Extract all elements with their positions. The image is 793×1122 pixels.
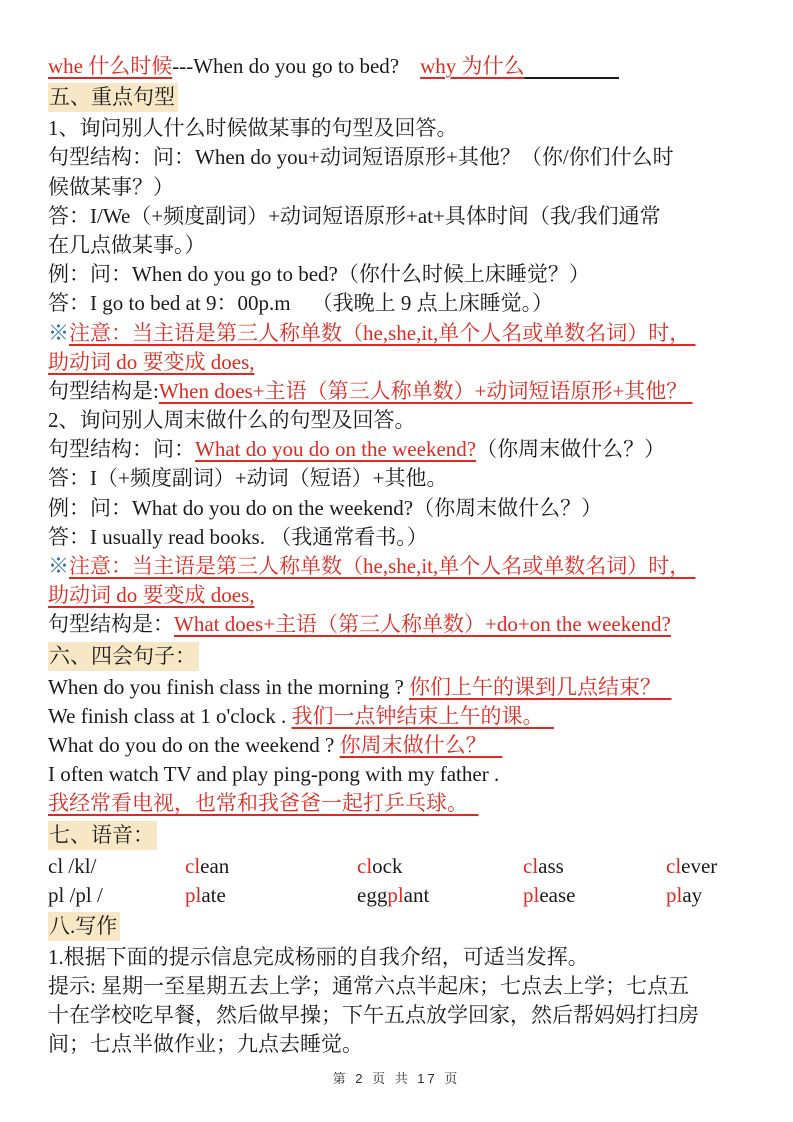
text-segment: 注意：当主语是第三人称单数（he,she,it,单个人名或单数名词）时，	[69, 554, 696, 578]
section-heading-label: 八.写作	[48, 912, 120, 941]
section-heading-label: 七、语音：	[48, 821, 157, 850]
text-segment: What do you do on the weekend?	[195, 437, 477, 462]
text-segment: 间；七点半做作业；九点去睡觉。	[48, 1032, 363, 1057]
text-segment: （你周末做什么？）	[476, 437, 666, 462]
text-segment: 答：I（+频度副词）+动词（短语）+其他。	[48, 466, 448, 491]
text-segment	[525, 54, 620, 78]
phonics-cell	[185, 852, 357, 881]
phonics-segment: ay	[682, 882, 703, 907]
text-segment: 句型结构是：	[48, 612, 174, 637]
text-line	[48, 406, 753, 435]
section-heading-label: 六、四会句子：	[48, 642, 199, 671]
text-line	[48, 348, 753, 377]
text-segment: 我经常看电视，也常和我爸爸一起打乒乓球。	[48, 791, 479, 816]
text-line	[48, 464, 753, 493]
phonics-cell	[185, 881, 357, 910]
phonics-segment: pl /pl /	[48, 882, 103, 907]
phonics-cell	[48, 881, 185, 910]
text-segment: 句型结构：问：	[48, 437, 195, 462]
text-line	[48, 673, 753, 702]
phonics-segment: cl	[357, 853, 373, 878]
page-footer	[0, 1068, 793, 1087]
text-segment: What does+主语（第三人称单数）+do+on the weekend?	[174, 612, 671, 637]
section-heading-label: 五、重点句型	[48, 83, 178, 112]
text-segment: 十在学校吃早餐，然后做早操；下午五点放学回家，然后帮妈妈打扫房	[48, 1003, 699, 1028]
phonics-cell	[357, 852, 523, 881]
text-segment: 例：问：What do you do on the weekend?（你周末做什么？）	[48, 495, 603, 520]
text-segment: whe 什么时候	[48, 54, 173, 78]
text-segment	[291, 291, 312, 315]
phonics-segment: cl	[185, 853, 201, 878]
text-line	[48, 494, 753, 523]
text-line	[48, 972, 753, 1001]
text-segment: 答：I usually read books. （我通常看书。）	[48, 524, 428, 549]
text-segment: 句型结构是:	[48, 378, 159, 403]
text-line	[48, 789, 753, 818]
phonics-segment: pl	[666, 882, 683, 907]
phonics-segment: ease	[539, 882, 576, 907]
section-heading	[48, 640, 753, 673]
text-segment: ※	[48, 320, 69, 345]
text-line	[48, 231, 753, 260]
phonics-segment: ass	[538, 853, 564, 878]
text-line	[48, 143, 753, 172]
phonics-cell	[357, 881, 523, 910]
section-heading	[48, 910, 753, 943]
text-segment: why 为什么	[420, 54, 525, 78]
text-line	[48, 173, 753, 202]
text-segment: We finish class at 1 o'clock .	[48, 703, 292, 728]
text-segment: 在几点做某事。）	[48, 232, 206, 257]
text-segment: 答：I go to bed at 9：00p.m	[48, 291, 291, 316]
phonics-segment: egg	[357, 882, 388, 907]
phonics-segment: ean	[200, 853, 230, 878]
phonics-cell	[666, 852, 717, 881]
text-line	[48, 319, 753, 348]
text-segment: When does+主语（第三人称单数）+动词短语原形+其他？	[158, 378, 693, 403]
phonics-segment: ock	[372, 853, 403, 878]
phonics-segment: cl /kl/	[48, 853, 97, 878]
phonics-segment: ant	[403, 882, 430, 907]
text-segment: 2、询问别人周末做什么的句型及回答。	[48, 408, 416, 433]
phonics-segment: cl	[523, 853, 539, 878]
text-line	[48, 610, 753, 639]
text-line	[48, 52, 753, 81]
text-segment: 助动词 do 要变成 does,	[48, 583, 255, 608]
section-heading	[48, 81, 753, 114]
text-line	[48, 702, 753, 731]
phonics-segment: pl	[387, 882, 404, 907]
text-segment: ---When do you go to bed?	[172, 54, 400, 78]
text-segment: What do you do on the weekend ?	[48, 732, 340, 757]
section-heading	[48, 819, 753, 852]
text-line	[48, 1030, 753, 1059]
text-line	[48, 289, 753, 318]
text-line	[48, 523, 753, 552]
text-line	[48, 552, 753, 581]
text-segment: When do you finish class in the morning ?	[48, 674, 410, 699]
text-line	[48, 435, 753, 464]
text-segment: 例：问：When do you go to bed?（你什么时候上床睡觉？）	[48, 262, 590, 287]
phonics-cell	[523, 881, 666, 910]
text-line	[48, 260, 753, 289]
phonics-row	[48, 852, 753, 881]
text-segment: 1.根据下面的提示信息完成杨丽的自我介绍，可适当发挥。	[48, 944, 589, 969]
text-segment: 1、询问别人什么时候做某事的句型及回答。	[48, 116, 458, 141]
text-line	[48, 943, 753, 972]
text-segment: 候做某事？）	[48, 174, 174, 199]
text-segment: 答：I/We（+频度副词）+动词短语原形+at+具体时间（我/我们通常	[48, 203, 661, 228]
text-segment: 助动词 do 要变成 does,	[48, 349, 255, 374]
document-content	[48, 52, 753, 1060]
phonics-segment: cl	[666, 853, 682, 878]
text-segment: 你们上午的课到几点结束？	[409, 674, 672, 699]
text-segment: 我们一点钟结束上午的课。	[291, 703, 555, 728]
phonics-cell	[666, 881, 702, 910]
text-segment: ※	[48, 554, 69, 578]
text-line	[48, 114, 753, 143]
phonics-segment: ever	[681, 853, 718, 878]
text-line	[48, 731, 753, 760]
text-segment: 提示: 星期一至星期五去上学；通常六点半起床；七点去上学；七点五	[48, 974, 690, 999]
phonics-segment: pl	[523, 882, 540, 907]
text-line	[48, 760, 753, 789]
text-segment	[399, 54, 420, 78]
phonics-row	[48, 881, 753, 910]
phonics-segment: ate	[201, 882, 226, 907]
phonics-cell	[48, 852, 185, 881]
text-line	[48, 581, 753, 610]
text-segment: 句型结构：问：When do you+动词短语原形+其他？（你/你们什么时	[48, 145, 674, 170]
phonics-segment: pl	[185, 882, 202, 907]
page-number-text: 第 2 页 共 17 页	[332, 1071, 461, 1086]
text-segment: I often watch TV and play ping-pong with my father .	[48, 762, 500, 787]
text-line	[48, 1001, 753, 1030]
text-segment: 注意：当主语是第三人称单数（he,she,it,单个人名或单数名词）时，	[69, 320, 696, 345]
phonics-cell	[523, 852, 666, 881]
text-line	[48, 202, 753, 231]
text-segment: （我晚上 9 点上床睡觉。）	[311, 291, 554, 316]
text-line	[48, 377, 753, 406]
text-segment: 你周末做什么？	[339, 732, 503, 757]
